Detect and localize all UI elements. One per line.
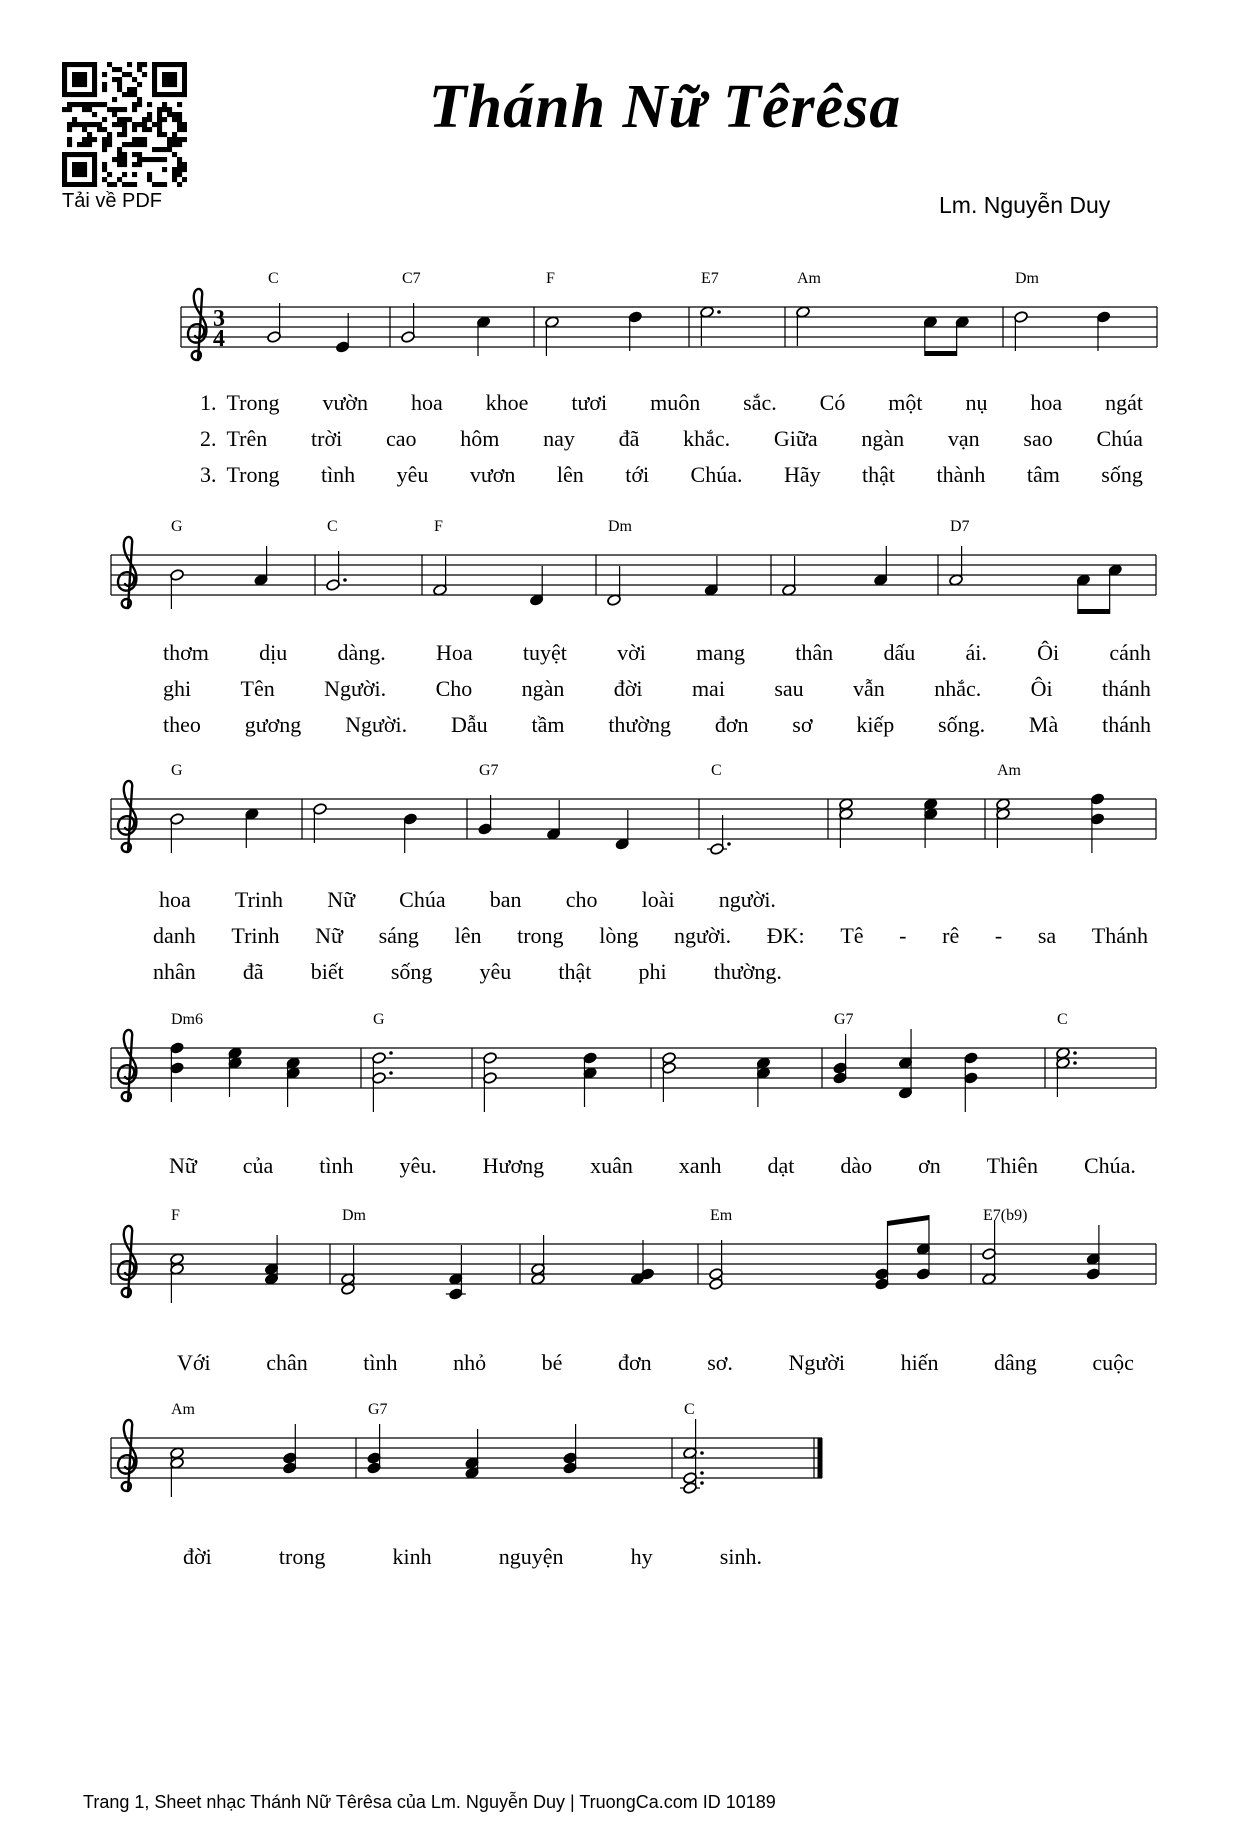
chord-symbol: D7: [950, 518, 970, 535]
note: [996, 798, 1011, 848]
note: [916, 1215, 931, 1280]
chord-symbol: C7: [402, 270, 421, 287]
note: [833, 1034, 848, 1084]
lyric-syllable: lòng: [599, 923, 639, 948]
lyric-syllable: Cho: [435, 676, 473, 701]
lyric-syllable: Chúa: [1096, 426, 1143, 451]
lyric-syllable: dâng: [994, 1350, 1037, 1375]
treble-clef-icon: [118, 781, 136, 852]
lyric-syllable: đã: [242, 959, 264, 984]
note: [756, 1057, 771, 1107]
lyric-syllable: theo: [163, 712, 201, 737]
lyric-syllable: Ôi: [1030, 676, 1053, 701]
lyric-syllable: Với: [177, 1350, 211, 1375]
note: [401, 303, 416, 343]
treble-clef-icon: [118, 1030, 136, 1101]
chord-symbol: Em: [710, 1207, 733, 1224]
lyric-syllable: tươi: [571, 390, 608, 415]
chord-symbol: Am: [171, 1401, 195, 1418]
lyric-syllable: Mà: [1028, 712, 1059, 737]
note: [228, 1047, 243, 1097]
staff-system: [111, 1401, 822, 1497]
note: [545, 316, 560, 356]
lyric-syllable: gương: [244, 712, 302, 737]
lyric-syllable: đời: [613, 676, 643, 701]
lyric-syllable: Thiên: [986, 1153, 1038, 1178]
chord-symbol: Dm6: [171, 1011, 203, 1028]
note: [264, 1235, 279, 1285]
lyric-syllable: Thánh: [1091, 923, 1148, 948]
page-footer: Trang 1, Sheet nhạc Thánh Nữ Têrêsa của Lm. Nguyễn Duy | TruongCa.com ID 10189: [83, 1792, 776, 1812]
time-signature-bottom: 4: [213, 326, 225, 352]
note: [531, 1235, 546, 1285]
note: [704, 556, 719, 596]
lyric-syllable: dấu: [883, 640, 916, 665]
lyric-syllable: đã: [618, 426, 640, 451]
lyric-syllable: hiến: [900, 1350, 939, 1375]
note: [170, 1253, 185, 1303]
verse-number: 1.: [200, 390, 217, 415]
note: [949, 546, 964, 586]
lyric-line: [200, 462, 1143, 488]
lyric-line: [177, 1350, 1134, 1376]
lyric-syllable: cho: [565, 887, 598, 912]
lyric-syllable: vươn: [469, 462, 516, 487]
treble-clef-icon: [118, 537, 136, 608]
lyric-syllable: sống.: [938, 712, 986, 737]
note: [615, 810, 630, 850]
lyric-syllable: Hoa: [436, 640, 473, 665]
lyric-syllable: sa: [1037, 923, 1057, 948]
chord-symbol: E7(b9): [983, 1207, 1028, 1224]
lyric-syllable: đơn: [617, 1350, 652, 1375]
lyric-syllable: thân: [795, 640, 834, 665]
lyric-syllable: sắc.: [743, 390, 777, 415]
lyric-syllable: thường.: [713, 959, 782, 984]
lyric-syllable: sao: [1023, 426, 1053, 451]
note: [964, 1052, 979, 1112]
lyric-syllable: sáng: [378, 923, 419, 948]
lyric-syllable: người.: [673, 923, 732, 948]
note: [372, 1051, 393, 1112]
verse-number: 2.: [200, 426, 217, 451]
lyric-syllable: vời: [617, 640, 646, 665]
lyric-syllable: cánh: [1109, 640, 1151, 665]
treble-clef-icon: [188, 289, 206, 360]
lyric-syllable: -: [994, 923, 1003, 948]
note: [782, 556, 797, 596]
note: [245, 808, 260, 848]
chord-symbol: C: [711, 762, 722, 779]
note: [341, 1245, 356, 1295]
note: [607, 566, 622, 606]
note: [254, 546, 269, 586]
note: [796, 306, 811, 346]
lyric-syllable: thật: [558, 959, 592, 984]
lyric-syllable: loài: [641, 887, 675, 912]
lyric-syllable: thành: [936, 462, 986, 487]
lyric-syllable: Ôi: [1037, 640, 1060, 665]
lyric-syllable: yêu.: [399, 1153, 437, 1178]
lyric-syllable: rê: [942, 923, 960, 948]
lyric-syllable: Hãy: [783, 462, 821, 487]
note: [1076, 574, 1091, 614]
lyric-syllable: Người: [788, 1350, 846, 1375]
lyric-syllable: yêu: [396, 462, 429, 487]
note: [267, 303, 282, 343]
staff-system: [111, 1207, 1156, 1303]
chord-symbol: Dm: [608, 518, 632, 535]
lyric-syllable: ơn: [918, 1153, 941, 1178]
lyric-syllable: hoa: [410, 390, 443, 415]
lyric-syllable: nụ: [965, 390, 988, 415]
note: [483, 1052, 498, 1112]
lyric-syllable: nhắc.: [934, 676, 982, 701]
lyric-syllable: Chúa.: [1083, 1153, 1136, 1178]
lyric-syllable: đơn: [714, 712, 749, 737]
chord-symbol: F: [434, 518, 443, 535]
lyric-line: [153, 923, 1148, 949]
lyric-syllable: thường: [608, 712, 671, 737]
note: [923, 798, 938, 848]
lyric-syllable: trời: [311, 426, 343, 451]
lyric-syllable: khoe: [485, 390, 529, 415]
beam: [888, 1215, 929, 1226]
note: [170, 1042, 185, 1102]
note: [335, 313, 350, 353]
augmentation-dot: [1073, 1061, 1077, 1065]
chord-symbol: F: [171, 1207, 180, 1224]
staff-system: [181, 270, 1157, 360]
augmentation-dot: [343, 578, 347, 582]
chord-symbol: G7: [479, 762, 499, 779]
note: [700, 306, 721, 346]
note: [282, 1424, 297, 1474]
note: [170, 813, 185, 853]
lyric-syllable: dịu: [259, 640, 288, 665]
lyric-line: [163, 640, 1151, 666]
lyric-line: [200, 426, 1143, 452]
lyric-syllable: Trinh: [234, 887, 284, 912]
lyric-syllable: Người.: [324, 676, 387, 701]
lyric-syllable: một: [888, 390, 923, 415]
lyric-syllable: ghi: [163, 676, 192, 701]
lyric-syllable: sống: [390, 959, 433, 984]
staff-system: [111, 1011, 1156, 1112]
lyric-syllable: cao: [385, 426, 417, 451]
lyric-syllable: Người.: [345, 712, 408, 737]
chord-symbol: Dm: [342, 1207, 366, 1224]
note: [465, 1429, 480, 1479]
lyric-syllable: trong: [278, 1544, 326, 1569]
beam: [1078, 609, 1110, 614]
note: [1108, 564, 1123, 614]
note: [563, 1424, 578, 1474]
lyric-syllable: xuân: [590, 1153, 633, 1178]
lyric-syllable: Nữ: [169, 1153, 197, 1178]
lyric-syllable: Nữ: [327, 887, 355, 912]
chord-symbol: F: [546, 270, 555, 287]
chord-symbol: C: [327, 518, 338, 535]
lyric-syllable: ban: [489, 887, 522, 912]
lyric-syllable: tình: [319, 1153, 354, 1178]
lyric-syllable-group: [200, 426, 267, 452]
note: [529, 566, 544, 606]
composer: Lm. Nguyễn Duy: [939, 192, 1111, 218]
lyric-syllable-group: [200, 462, 280, 488]
lyric-syllable: biết: [310, 959, 344, 984]
note: [680, 1419, 704, 1494]
lyric-syllable: hoa: [1030, 390, 1063, 415]
lyric-syllable: tâm: [1026, 462, 1060, 487]
song-title: Thánh Nữ Têrêsa: [428, 73, 902, 141]
note: [313, 803, 328, 843]
note: [478, 795, 493, 835]
lyric-syllable: trong: [517, 923, 564, 948]
lyric-syllable: Trong: [226, 390, 280, 415]
lyric-line: [153, 959, 782, 985]
lyric-syllable: mang: [696, 640, 746, 665]
chord-symbol: G: [171, 762, 183, 779]
note: [982, 1220, 997, 1285]
lyric-line: [169, 1153, 1136, 1179]
lyric-syllable: ĐK:: [766, 923, 805, 948]
lyric-syllable: ngàn: [521, 676, 565, 701]
augmentation-dot: [389, 1051, 393, 1055]
verse-number: 3.: [200, 462, 217, 487]
augmentation-dot: [389, 1071, 393, 1075]
lyric-syllable: Dẫu: [451, 712, 488, 737]
note: [1056, 1047, 1077, 1097]
note: [446, 1245, 466, 1300]
lyric-syllable: tới: [625, 462, 650, 487]
lyric-line: [159, 887, 776, 913]
lyric-syllable: hoa: [159, 887, 191, 912]
lyric-syllable: Hương: [482, 1153, 545, 1178]
lyric-syllable: muôn: [650, 390, 701, 415]
lyric-syllable: sơ: [792, 712, 813, 737]
augmentation-dot: [700, 1481, 704, 1485]
note: [1090, 793, 1105, 853]
note: [709, 1240, 724, 1290]
lyric-syllable: Trong: [226, 462, 280, 487]
note: [628, 311, 643, 351]
lyric-syllable: thánh: [1102, 712, 1151, 737]
treble-clef-icon: [118, 1226, 136, 1297]
lyric-syllable: sinh.: [719, 1544, 762, 1569]
note: [707, 815, 731, 855]
lyric-syllable: kiếp: [856, 712, 895, 737]
lyric-syllable: ngát: [1105, 390, 1143, 415]
lyric-syllable: Giữa: [773, 426, 818, 451]
note: [1096, 311, 1111, 351]
lyric-syllable: của: [242, 1153, 274, 1178]
lyric-syllable: hy: [630, 1544, 653, 1569]
lyric-syllable: Chúa.: [690, 462, 743, 487]
download-pdf-link[interactable]: Tải về PDF: [62, 190, 163, 212]
lyric-syllable: tầm: [531, 712, 565, 737]
lyric-syllable: xanh: [678, 1153, 722, 1178]
note: [923, 316, 938, 356]
note: [170, 569, 185, 609]
lyric-syllable: tình: [363, 1350, 398, 1375]
lyric-syllable: dàng.: [337, 640, 386, 665]
augmentation-dot: [700, 1451, 704, 1455]
note: [875, 1221, 890, 1290]
lyric-syllable: dào: [840, 1153, 873, 1178]
lyric-syllable: sơ.: [707, 1350, 733, 1375]
lyric-syllable: bé: [541, 1350, 563, 1375]
lyric-syllable: đời: [183, 1544, 212, 1569]
lyric-line: [200, 390, 1143, 416]
lyric-syllable: phi: [638, 959, 667, 984]
note: [898, 1029, 913, 1099]
note: [286, 1057, 301, 1107]
augmentation-dot: [727, 842, 731, 846]
chord-symbol: G: [171, 518, 183, 535]
lyric-syllable: tình: [320, 462, 356, 487]
lyric-syllable: lên: [454, 923, 482, 948]
augmentation-dot: [700, 1471, 704, 1475]
lyric-syllable: chân: [266, 1350, 308, 1375]
lyric-syllable: ngàn: [861, 426, 905, 451]
note: [433, 556, 448, 596]
lyric-syllable: Tên: [240, 676, 275, 701]
lyric-syllable: nguyện: [498, 1544, 564, 1569]
lyric-line: [163, 712, 1151, 738]
lyric-syllable: Có: [819, 390, 846, 415]
note: [662, 1052, 677, 1102]
note: [955, 316, 970, 356]
lyric-syllable: cuộc: [1092, 1350, 1134, 1375]
note: [367, 1424, 382, 1474]
lyric-syllable: ái.: [965, 640, 987, 665]
staff-system: [111, 762, 1156, 855]
lyric-syllable: dạt: [767, 1153, 795, 1178]
chord-symbol: Dm: [1015, 270, 1039, 287]
lyric-syllable: người.: [718, 887, 776, 912]
lyric-syllable: tuyệt: [522, 640, 567, 665]
note: [873, 546, 888, 586]
lyric-syllable: kinh: [392, 1544, 432, 1569]
lyric-line: [163, 676, 1151, 702]
lyric-syllable: mai: [691, 676, 725, 701]
beam: [925, 351, 957, 356]
chord-symbol: Am: [997, 762, 1021, 779]
lyric-syllable: thật: [862, 462, 896, 487]
lyric-syllable: hôm: [460, 426, 500, 451]
chord-symbol: G: [373, 1011, 385, 1028]
lyric-syllable: nhỏ: [453, 1350, 487, 1375]
lyric-syllable: yêu: [479, 959, 512, 984]
lyric-syllable: nhân: [153, 959, 196, 984]
lyric-syllable: sống: [1101, 462, 1143, 487]
lyric-syllable: nay: [543, 426, 575, 451]
note: [546, 800, 561, 840]
lyric-syllable: Trinh: [231, 923, 280, 948]
chord-symbol: C: [684, 1401, 695, 1418]
augmentation-dot: [1073, 1051, 1077, 1055]
lyric-syllable: vẫn: [853, 676, 885, 701]
note: [839, 798, 854, 848]
chord-symbol: C: [268, 270, 279, 287]
staff-system: [111, 518, 1156, 614]
lyric-syllable-group: [200, 390, 280, 416]
lyric-syllable: Trên: [226, 426, 268, 451]
lyric-syllable: vườn: [322, 390, 368, 415]
time-signature-top: 3: [213, 306, 225, 332]
chord-symbol: G7: [368, 1401, 388, 1418]
lyric-syllable: thánh: [1102, 676, 1151, 701]
lyric-syllable: vạn: [947, 426, 980, 451]
note: [476, 316, 491, 356]
lyric-line: [183, 1544, 762, 1570]
note: [630, 1240, 655, 1285]
lyric-syllable: -: [899, 923, 907, 948]
lyric-syllable: khắc.: [683, 426, 731, 451]
chord-symbol: G7: [834, 1011, 854, 1028]
lyric-syllable: sau: [774, 676, 804, 701]
note: [403, 813, 418, 853]
lyric-syllable: Tê: [840, 923, 864, 948]
treble-clef-icon: [118, 1420, 136, 1491]
chord-symbol: C: [1057, 1011, 1068, 1028]
lyric-syllable: danh: [153, 923, 196, 948]
lyric-syllable: Chúa: [399, 887, 446, 912]
augmentation-dot: [717, 310, 721, 314]
note: [583, 1052, 598, 1107]
note: [1014, 311, 1029, 351]
note: [1086, 1225, 1101, 1280]
chord-symbol: E7: [701, 270, 719, 287]
chord-symbol: Am: [797, 270, 821, 287]
lyric-syllable: Nữ: [315, 923, 343, 948]
note: [170, 1447, 185, 1497]
lyric-syllable: thơm: [163, 640, 209, 665]
lyric-syllable: lên: [556, 462, 584, 487]
